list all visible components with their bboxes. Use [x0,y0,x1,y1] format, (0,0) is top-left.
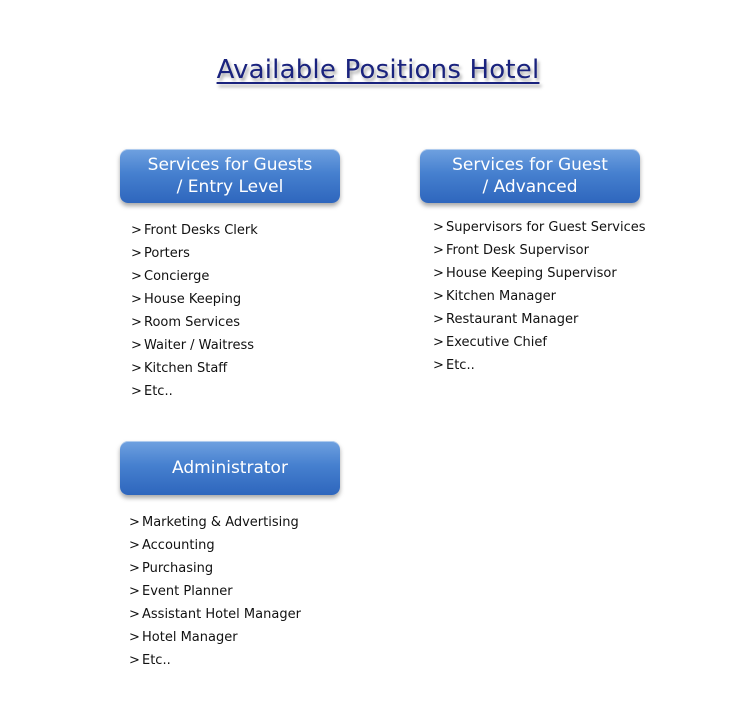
page-title-text: Available Positions Hotel [216,55,540,85]
position-item-label: Executive Chief [446,335,547,350]
position-item [131,311,258,334]
position-item-label: Front Desks Clerk [144,223,258,238]
bullet-marker: > [131,246,142,261]
position-item [129,626,301,649]
bullet-marker: > [131,361,142,376]
position-item-label: Supervisors for Guest Services [446,220,646,235]
position-item-label: Waiter / Waitress [144,338,254,353]
bullet-marker: > [433,312,444,327]
bullet-marker: > [433,266,444,281]
position-item-label: Event Planner [142,584,233,599]
position-item [129,603,301,626]
bullet-marker: > [131,338,142,353]
position-item [433,262,646,285]
bullet-marker: > [433,243,444,258]
bullet-marker: > [129,653,140,668]
position-item [433,216,646,239]
position-item-label: Porters [144,246,190,261]
position-item [131,265,258,288]
position-item-label: Etc.. [144,384,173,399]
position-item-label: Kitchen Staff [144,361,228,376]
position-item-label: Etc.. [446,358,475,373]
position-item-label: Restaurant Manager [446,312,579,327]
bullet-marker: > [129,561,140,576]
category-box-entry-level [120,149,340,203]
position-item-label: Marketing & Advertising [142,515,299,530]
position-item [433,331,646,354]
position-item-label: House Keeping Supervisor [446,266,617,281]
position-item [129,511,301,534]
bullet-marker: > [129,630,140,645]
position-item [131,357,258,380]
position-item-label: Kitchen Manager [446,289,556,304]
position-item-label: Concierge [144,269,210,284]
bullet-marker: > [131,223,142,238]
position-item [433,308,646,331]
position-item-label: Purchasing [142,561,214,576]
category-label-administrator: Administrator [172,458,288,478]
position-item-label: Hotel Manager [142,630,238,645]
page-title [0,50,756,90]
position-item [131,380,258,403]
bullet-marker: > [129,515,140,530]
position-list-entry-level [131,219,258,403]
position-item [131,334,258,357]
position-item-label: Accounting [142,538,215,553]
position-list-administrator [129,511,301,672]
bullet-marker: > [131,269,142,284]
bullet-marker: > [433,358,444,373]
position-item [129,534,301,557]
bullet-marker: > [129,584,140,599]
position-item-label: House Keeping [144,292,242,307]
position-item [433,285,646,308]
bullet-marker: > [433,220,444,235]
category-label-advanced: Services for Guest / Advanced [452,155,608,197]
bullet-marker: > [131,292,142,307]
position-item [129,557,301,580]
position-item-label: Assistant Hotel Manager [142,607,301,622]
bullet-marker: > [131,315,142,330]
bullet-marker: > [433,289,444,304]
position-item [433,354,646,377]
position-item [129,649,301,672]
category-box-administrator [120,441,340,495]
bullet-marker: > [131,384,142,399]
bullet-marker: > [129,538,140,553]
position-item-label: Room Services [144,315,240,330]
category-box-advanced [420,149,640,203]
position-list-advanced [433,216,646,377]
position-item [131,219,258,242]
position-item [433,239,646,262]
bullet-marker: > [129,607,140,622]
position-item-label: Etc.. [142,653,171,668]
position-item [129,580,301,603]
position-item-label: Front Desk Supervisor [446,243,589,258]
category-label-entry-level: Services for Guests / Entry Level [147,155,313,197]
bullet-marker: > [433,335,444,350]
position-item [131,288,258,311]
position-item [131,242,258,265]
